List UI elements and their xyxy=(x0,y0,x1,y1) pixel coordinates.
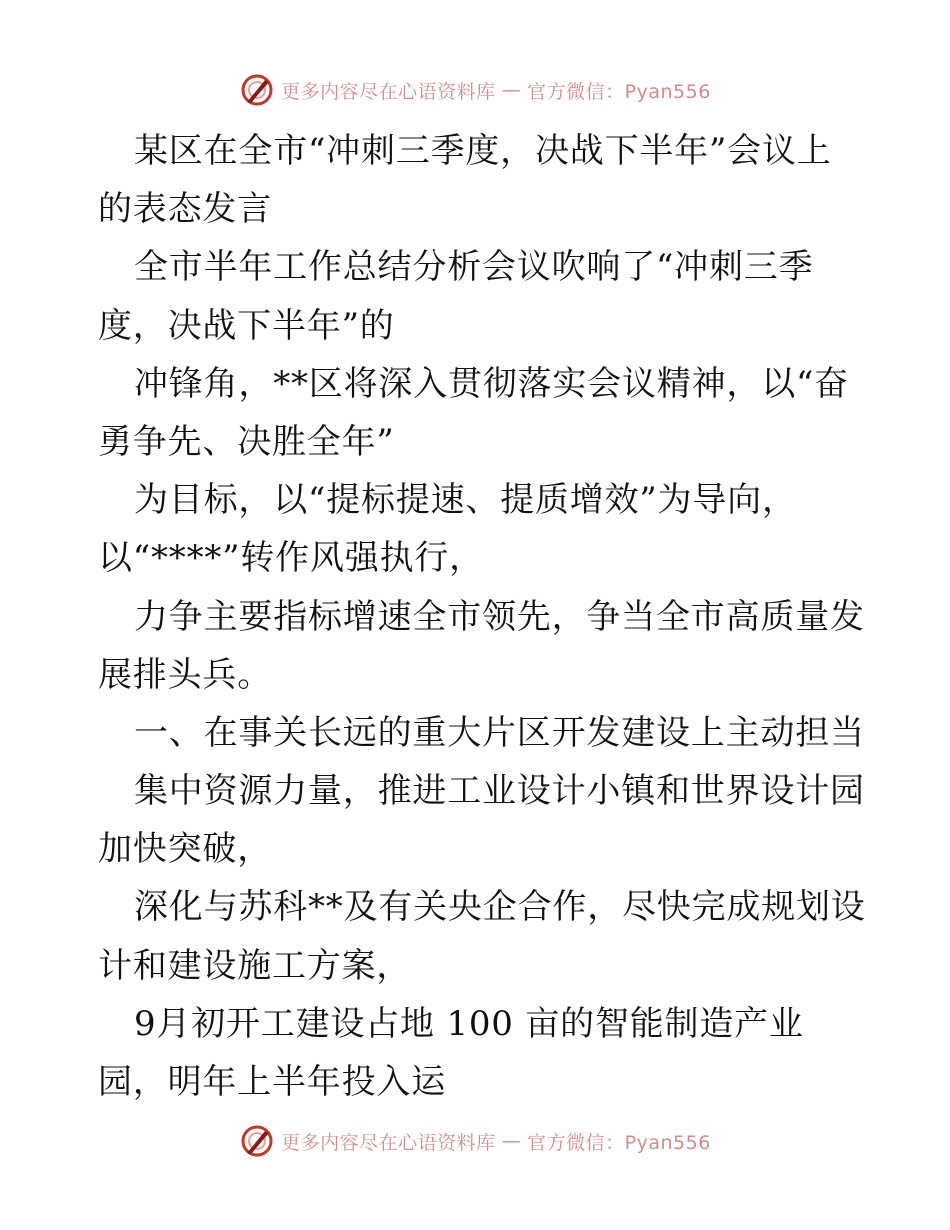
watermark-separator: — xyxy=(501,79,522,101)
paragraph-line: 集中资源力量，推进工业设计小镇和世界设计园 xyxy=(134,771,865,812)
paragraph-line: 计和建设施工方案， xyxy=(98,945,412,986)
paragraph-line: 全市半年工作总结分析会议吹响了“冲刺三季 xyxy=(134,247,814,288)
watermark-brand: 更多内容尽在心语资料库 xyxy=(281,1131,496,1154)
paragraph-line: 力争主要指标增速全市领先，争当全市高质量发 xyxy=(134,596,865,637)
document-body xyxy=(98,122,866,1111)
title-line-1: 某区在全市“冲刺三季度，决战下半年”会议上 xyxy=(134,131,832,171)
paragraph-line: 勇争先、决胜全年” xyxy=(98,421,395,462)
quill-logo-icon xyxy=(239,1123,275,1159)
paragraph-line: 深化与苏科**及有关央企合作，尽快完成规划设 xyxy=(134,887,866,928)
paragraph-line: 展排头兵。 xyxy=(98,654,272,695)
paragraph-line: 度，决战下半年”的 xyxy=(98,305,395,346)
paragraph-line: 以“****”转作风强执行， xyxy=(98,538,484,579)
quill-logo-icon xyxy=(239,72,275,108)
header-watermark xyxy=(0,70,950,110)
paragraph-line: 为目标，以“提标提速、提质增效”为导向， xyxy=(134,480,797,521)
paragraph-line: 9月初开工建设占地 100 亩的智能制造产业 xyxy=(134,1003,804,1044)
title-line-2: 的表态发言 xyxy=(98,189,272,230)
watermark-brand: 更多内容尽在心语资料库 xyxy=(281,80,496,103)
paragraph-line: 园，明年上半年投入运 xyxy=(98,1062,446,1102)
footer-watermark xyxy=(0,1121,950,1161)
watermark-contact: 官方微信：Pyan556 xyxy=(527,80,711,103)
paragraph-line: 冲锋角，**区将深入贯彻落实会议精神，以“奋 xyxy=(134,363,849,404)
section-heading: 一、在事关长远的重大片区开发建设上主动担当 xyxy=(134,712,865,753)
paragraph-line: 加快突破， xyxy=(98,829,272,870)
watermark-contact: 官方微信：Pyan556 xyxy=(527,1131,711,1154)
watermark-separator: — xyxy=(501,1130,522,1152)
